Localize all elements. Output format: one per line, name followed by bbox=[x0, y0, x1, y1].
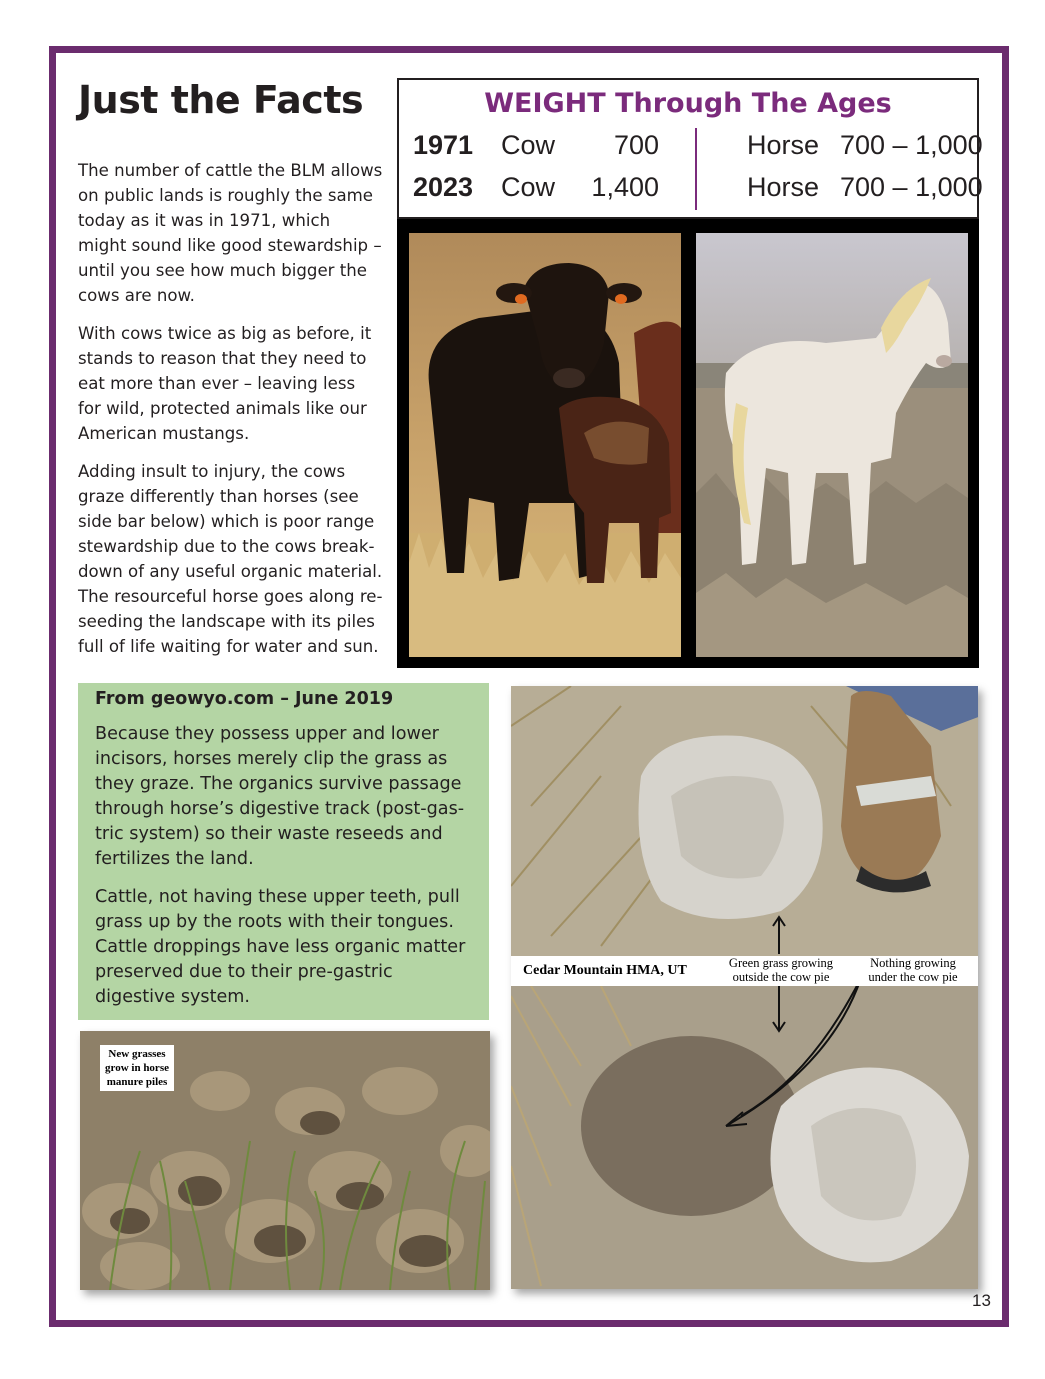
weight-year: 1971 bbox=[413, 130, 474, 160]
cow-pie-caption-band bbox=[511, 956, 978, 986]
weight-cow-label: Cow bbox=[501, 172, 556, 202]
page-number: 13 bbox=[972, 1291, 991, 1310]
sidebar-paragraph-2: Cattle, not having these upper teeth, pull grass up by the roots with their tongues. Cattle droppings have less organic matter preserved due to their pre-gastric digestive system. bbox=[95, 887, 466, 1007]
weight-horse-value: 700 – 1,000 bbox=[840, 130, 983, 160]
weight-horse-value: 700 – 1,000 bbox=[840, 172, 983, 202]
page-title: Just the Facts bbox=[78, 78, 364, 122]
weight-table-title: WEIGHT Through The Ages bbox=[484, 88, 892, 119]
green-grass-caption: Green grass growing outside the cow pie bbox=[722, 956, 840, 984]
geowyo-sidebar bbox=[78, 683, 489, 1020]
cedar-mountain-label: Cedar Mountain HMA, UT bbox=[523, 963, 687, 978]
sidebar-paragraph-1: Because they possess upper and lower incisors, horses merely clip the grass as they graze. The organics survive passage through horse’s digestive track (post-gas-tric system) so their waste reseeds and fertilizes the land. bbox=[95, 724, 465, 869]
weight-row-1971 bbox=[399, 130, 983, 166]
white-horse-photo bbox=[696, 233, 968, 657]
horse-manure-photo bbox=[80, 1031, 490, 1290]
weight-year: 2023 bbox=[413, 172, 474, 202]
weight-horse-label: Horse bbox=[747, 130, 820, 160]
weight-cow-label: Cow bbox=[501, 130, 556, 160]
intro-paragraph-3: Adding insult to injury, the cows graze differently than horses (see side bar below) which is poor range stewardship due to the cows break-down of any useful organic material. The resourceful horse goes along re-seeding the landscape with its piles full of life waiting for water and sun. bbox=[78, 462, 383, 656]
intro-paragraph-1: The number of cattle the BLM allows on public lands is roughly the same today as it was in 1971, which might sound like good stewardship – until you see how much bigger the cows are now. bbox=[78, 161, 383, 305]
weight-cow-value: 700 bbox=[613, 130, 659, 160]
cow-pie-photo bbox=[511, 686, 978, 1289]
nothing-growing-caption: Nothing growing under the cow pie bbox=[862, 956, 964, 984]
intro-paragraph-2: With cows twice as big as before, it stands to reason that they need to eat more than ever – leaving less for wild, protected animals like our American mustangs. bbox=[78, 324, 372, 443]
animal-photo-panel bbox=[397, 219, 979, 668]
weight-cow-value: 1,400 bbox=[591, 172, 659, 202]
weight-table bbox=[397, 78, 983, 219]
cow-and-calf-photo bbox=[409, 233, 681, 657]
manure-photo-label: New grasses grow in horse manure piles bbox=[100, 1045, 174, 1091]
intro-text bbox=[78, 158, 383, 672]
sidebar-heading: From geowyo.com – June 2019 bbox=[95, 689, 394, 709]
weight-horse-label: Horse bbox=[747, 172, 820, 202]
weight-row-2023 bbox=[399, 172, 983, 208]
